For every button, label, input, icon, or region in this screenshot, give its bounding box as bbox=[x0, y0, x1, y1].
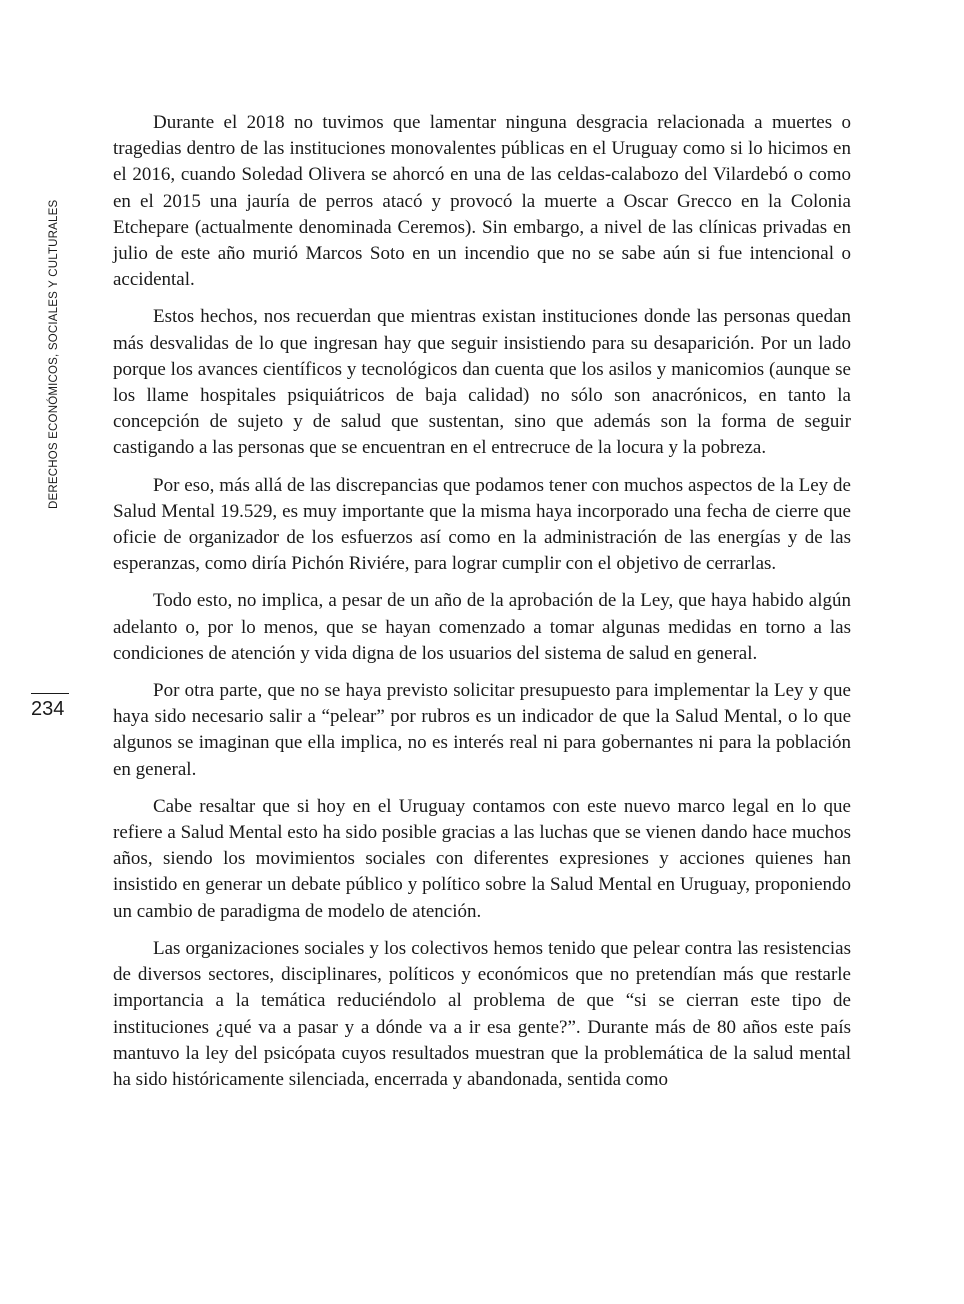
paragraph: Estos hechos, nos recuerdan que mientras existan instituciones donde las personas quedan más desvalidas de lo que ingresan hay que seguir insistiendo para su desaparición. Por un lado porque los avances científicos y tecnológicos dan cuenta que los asilos y manicomios (aunque se los llame hospitales psiquiátricos de baja calidad) no sólo son anacrónicos, en tanto la concepción de sujeto y de salud que sustentan, sino que además son la forma de seguir castigando a las personas que se encuentran en el entrecruce de la locura y la pobreza. bbox=[113, 306, 851, 459]
paragraph: Por eso, más allá de las discrepancias que podamos tener con muchos aspectos de la Ley de Salud Mental 19.529, es muy importante que la misma haya incorporado una fecha de cierre que oficie de organizador de los esfuerzos así como en la administración de las energías y de las esperanzas, como diría Pichón Riviére, para lograr cumplir con el objetivo de cerrarlas. bbox=[113, 474, 851, 575]
page-number: 234 bbox=[31, 698, 65, 720]
paragraph: Cabe resaltar que si hoy en el Uruguay contamos con este nuevo marco legal en lo que refiere a Salud Mental esto ha sido posible gracias a las luchas que se vienen dando hace muchos años, siendo los movimientos sociales con diferentes expresiones y acciones quienes han insistido en generar un debate público y político sobre la Salud Mental en Uruguay, proponiendo un cambio de paradigma de modelo de atención. bbox=[113, 795, 851, 922]
body-text bbox=[113, 110, 851, 1104]
paragraph: Durante el 2018 no tuvimos que lamentar ninguna desgracia relacionada a muertes o tragedias dentro de las instituciones monovalentes públicas en el Uruguay como si lo hicimos en el 2016, cuando Soledad Olivera se ahorcó en una de las celdas-calabozo del Vilardebó o como en el 2015 una jauría de perros atacó y provocó la muerte a Oscar Grecco en la Colonia Etchepare (actualmente denominada Ceremos). Sin embargo, a nivel de las clínicas privadas en julio de este año murió Marcos Soto en un incendio que no se sabe aún si fue intencional o accidental. bbox=[113, 112, 851, 291]
page-number-rule bbox=[31, 693, 69, 694]
paragraph: Todo esto, no implica, a pesar de un año de la aprobación de la Ley, que haya habido algún adelanto o, por lo menos, que se hayan comenzado a tomar algunas medidas en torno a las condiciones de atención y vida digna de los usuarios del sistema de salud en general. bbox=[113, 590, 851, 664]
running-header: DERECHOS ECONÓMICOS, SOCIALES Y CULTURALES bbox=[48, 199, 60, 509]
paragraph: Las organizaciones sociales y los colectivos hemos tenido que pelear contra las resistencias de diversos sectores, disciplinares, políticos y económicos que no pretendían más que restarle importancia a la temática reduciéndolo al problema de que “si se cierran este tipo de instituciones ¿qué va a pasar y a dónde va a ir esa gente?”. Durante más de 80 años este país mantuvo la ley del psicópata cuyos resultados muestran que la problemática de la salud mental ha sido históricamente silenciada, encerrada y abandonada, sentida como bbox=[113, 937, 851, 1090]
paragraph: Por otra parte, que no se haya previsto solicitar presupuesto para implementar la Ley y que haya sido necesario salir a “pelear” por rubros es un indicador de que la Salud Mental, o lo que algunos se imaginan que ella implica, no es interés real ni para gobernantes ni para la población en general. bbox=[113, 680, 851, 780]
